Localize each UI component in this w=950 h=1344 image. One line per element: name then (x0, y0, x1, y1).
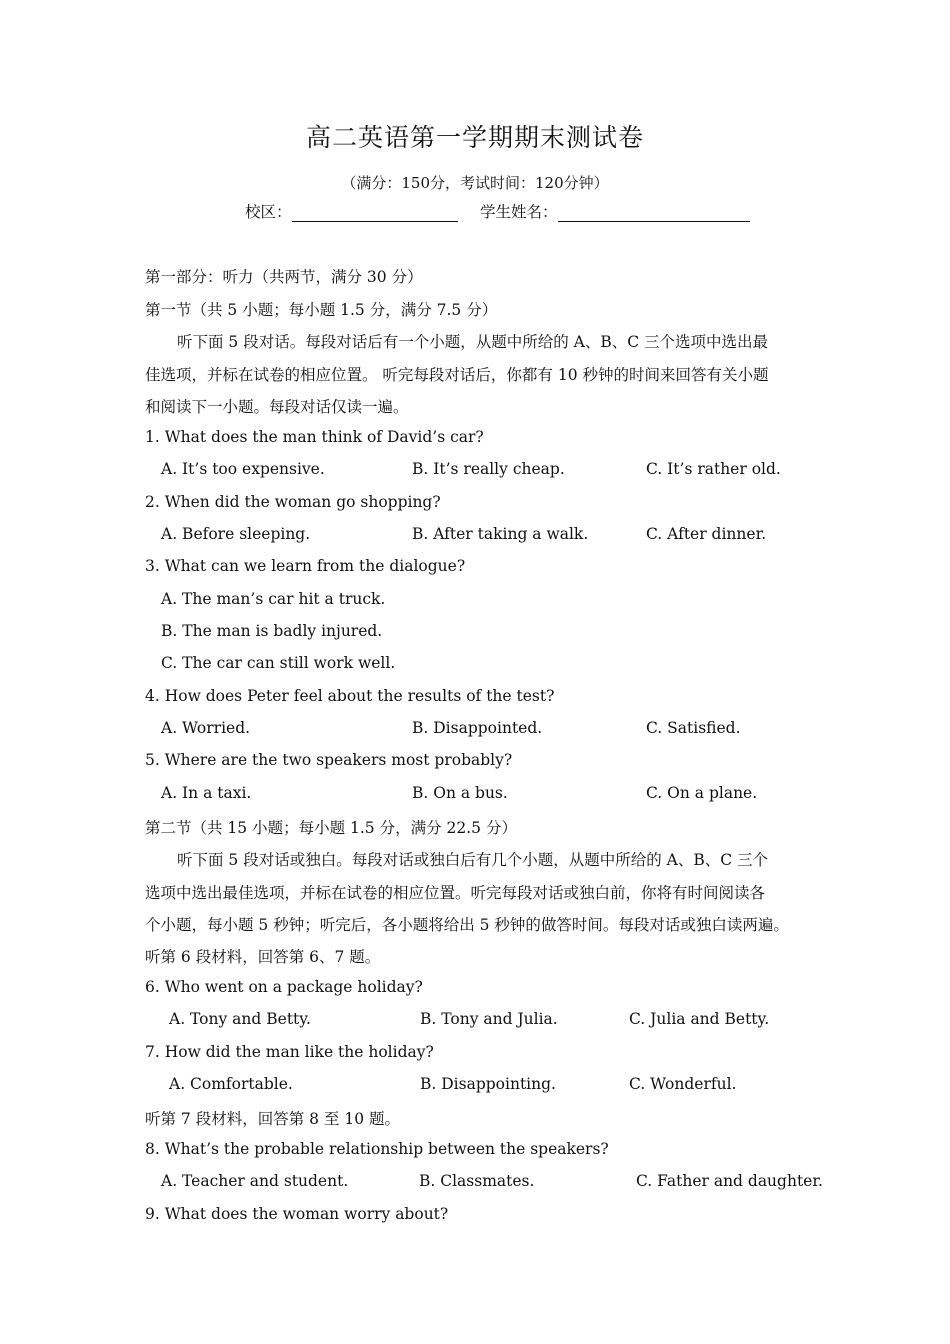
question-6: 6. Who went on a package holiday? (145, 978, 423, 996)
campus-label: 校区： (245, 203, 292, 221)
option-b[interactable]: B. Classmates. (419, 1172, 535, 1190)
option-a[interactable]: A. Before sleeping. (161, 525, 311, 543)
question-4: 4. How does Peter feel about the results of the test? (145, 687, 555, 705)
section1-instruction-line: 听下面 5 段对话。每段对话后有一个小题，从题中所给的 A、B、C 三个选项中选出最 (177, 333, 769, 351)
option-b[interactable]: B. Tony and Julia. (420, 1010, 558, 1028)
option-c[interactable]: C. Satisfied. (646, 719, 741, 737)
option-c[interactable]: C. Wonderful. (629, 1075, 737, 1093)
option-a[interactable]: A. Teacher and student. (161, 1172, 349, 1190)
question-7: 7. How did the man like the holiday? (145, 1043, 434, 1061)
student-name-blank[interactable] (558, 205, 750, 222)
material-6-heading: 听第 6 段材料，回答第 6、7 题。 (145, 948, 381, 966)
option-b[interactable]: B. The man is badly injured. (161, 622, 383, 640)
question-1: 1. What does the man think of David’s car? (145, 428, 484, 446)
student-name-field (480, 200, 750, 222)
option-c[interactable]: C. After dinner. (646, 525, 767, 543)
option-c[interactable]: C. On a plane. (646, 784, 758, 802)
option-a[interactable]: A. Tony and Betty. (169, 1010, 311, 1028)
page-title: 高二英语第一学期期末测试卷 (305, 123, 644, 152)
question-8: 8. What’s the probable relationship between the speakers? (145, 1140, 609, 1158)
option-c[interactable]: C. Julia and Betty. (629, 1010, 770, 1028)
question-3: 3. What can we learn from the dialogue? (145, 557, 466, 575)
option-a[interactable]: A. It’s too expensive. (161, 460, 325, 478)
section2-instruction-line: 个小题，每小题 5 秒钟；听完后，各小题将给出 5 秒钟的做答时间。每段对话或独白读两遍。 (145, 916, 789, 934)
exam-info: （满分：150分，考试时间：120分钟） (341, 174, 609, 192)
question-5: 5. Where are the two speakers most probably? (145, 751, 513, 769)
option-b[interactable]: B. On a bus. (412, 784, 508, 802)
option-b[interactable]: B. After taking a walk. (412, 525, 589, 543)
campus-field (245, 200, 458, 222)
question-9: 9. What does the woman worry about? (145, 1205, 449, 1223)
part1-heading: 第一部分：听力（共两节，满分 30 分） (145, 268, 423, 286)
student-name-label: 学生姓名： (480, 203, 558, 221)
question-2: 2. When did the woman go shopping? (145, 493, 441, 511)
material-7-heading: 听第 7 段材料，回答第 8 至 10 题。 (145, 1110, 401, 1128)
section1-instruction-line: 佳选项，并标在试卷的相应位置。 听完每段对话后，你都有 10 秒钟的时间来回答有关小题 (145, 366, 769, 384)
option-a[interactable]: A. In a taxi. (161, 784, 252, 802)
campus-blank[interactable] (292, 205, 458, 222)
option-b[interactable]: B. Disappointing. (420, 1075, 556, 1093)
option-b[interactable]: B. Disappointed. (412, 719, 543, 737)
section2-instruction-line: 选项中选出最佳选项，并标在试卷的相应位置。听完每段对话或独白前，你将有时间阅读各 (145, 884, 766, 902)
option-a[interactable]: A. Comfortable. (169, 1075, 293, 1093)
option-a[interactable]: A. The man’s car hit a truck. (161, 590, 386, 608)
section2-instruction-line: 听下面 5 段对话或独白。每段对话或独白后有几个小题，从题中所给的 A、B、C 三个 (177, 851, 769, 869)
option-a[interactable]: A. Worried. (161, 719, 251, 737)
option-c[interactable]: C. The car can still work well. (161, 654, 396, 672)
section2-heading: 第二节（共 15 小题；每小题 1.5 分，满分 22.5 分） (145, 819, 517, 837)
section1-instruction-line: 和阅读下一小题。每段对话仅读一遍。 (145, 398, 409, 416)
option-c[interactable]: C. Father and daughter. (636, 1172, 823, 1190)
option-c[interactable]: C. It’s rather old. (646, 460, 781, 478)
section1-heading: 第一节（共 5 小题；每小题 1.5 分，满分 7.5 分） (145, 301, 498, 319)
option-b[interactable]: B. It’s really cheap. (412, 460, 565, 478)
